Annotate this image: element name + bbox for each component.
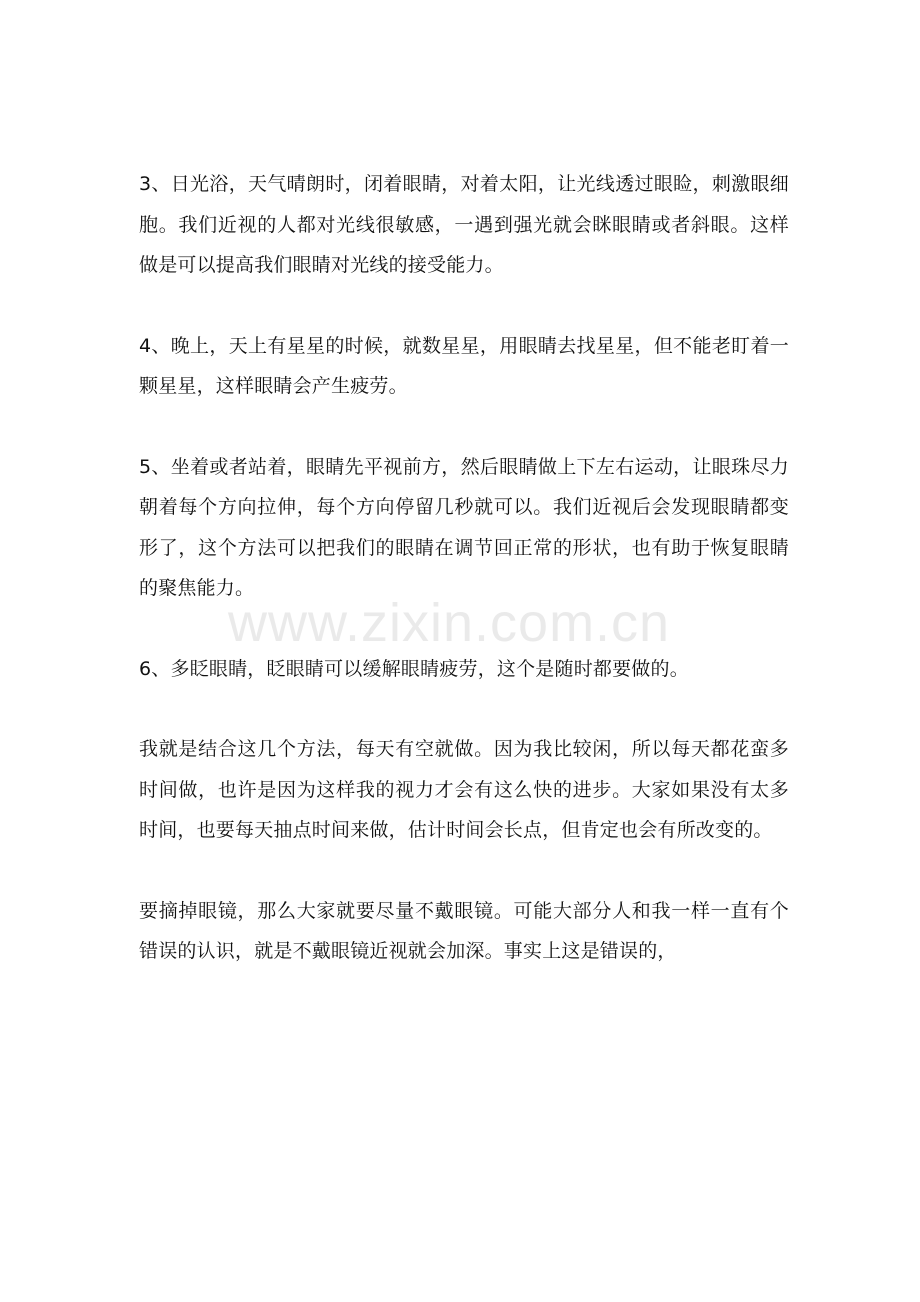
paragraph-summary: 我就是结合这几个方法，每天有空就做。因为我比较闲，所以每天都花蛮多时间做，也许是因为这样我的视力才会有这么快的进步。大家如果没有太多时间，也要每天抽点时间来做，估计时间会长点，但肯定也会有所改变的。 [139,738,789,841]
watermark-text: www.zixin.com.cn [228,593,671,653]
paragraph-spacer [139,286,789,326]
paragraph-tip-5: 5、坐着或者站着，眼睛先平视前方，然后眼睛做上下左右运动，让眼珠尽力朝着每个方向拉伸，每个方向停留几秒就可以。我们近视后会发现眼睛都变形了，这个方法可以把我们的眼睛在调节回正常的形状，也有助于恢复眼睛的聚焦能力。 [139,455,789,599]
paragraph-tip-3: 3、日光浴，天气晴朗时，闭着眼睛，对着太阳，让光线透过眼睑，刺激眼细胞。我们近视的人都对光线很敏感，一遇到强光就会眯眼睛或者斜眼。这样做是可以提高我们眼睛对光线的接受能力。 [139,173,789,276]
paragraph-spacer [139,851,789,891]
paragraph-tip-6: 6、多眨眼睛，眨眼睛可以缓解眼睛疲劳，这个是随时都要做的。 [139,657,689,680]
paragraph-spacer [139,689,789,729]
paragraph-spacer [139,609,789,649]
document-body [139,164,789,972]
paragraph-glasses: 要摘掉眼镜，那么大家就要尽量不戴眼镜。可能大部分人和我一样一直有个错误的认识，就是不戴眼镜近视就会加深。事实上这是错误的， [139,899,789,962]
paragraph-spacer [139,407,789,447]
paragraph-tip-4: 4、晚上，天上有星星的时候，就数星星，用眼睛去找星星，但不能老盯着一颗星星，这样眼睛会产生疲劳。 [139,334,789,397]
